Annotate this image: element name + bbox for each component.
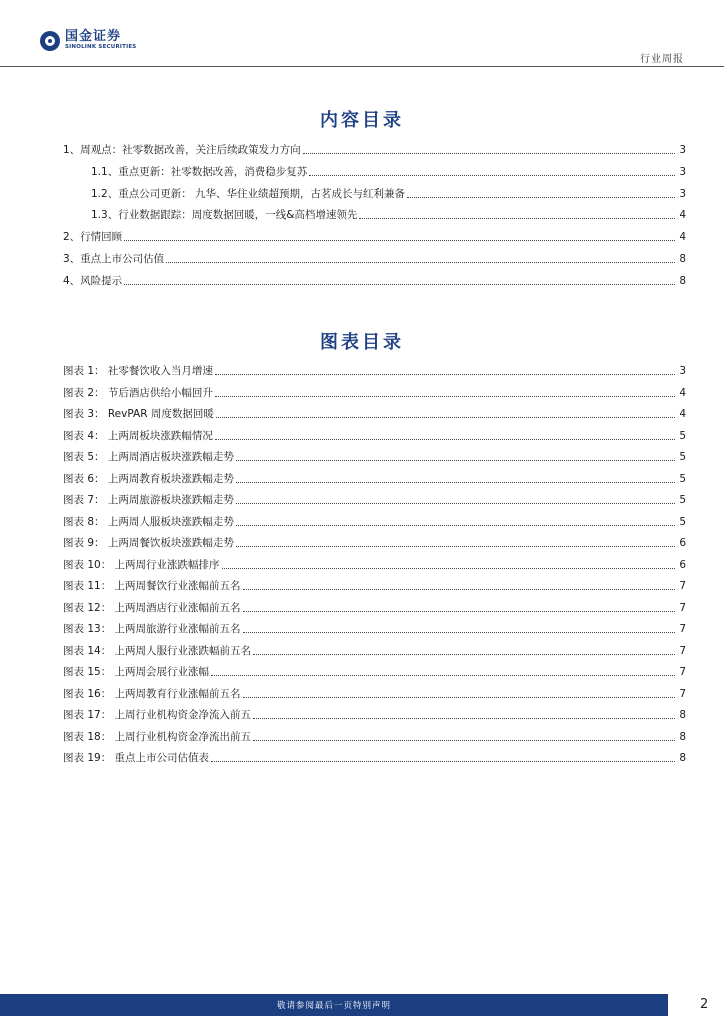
contents-entry-title: 1.2、重点公司更新： 九华、华住业绩超预期，古茗成长与红利兼备 — [91, 187, 406, 200]
figure-entry[interactable] — [63, 726, 686, 744]
contents-entry-page: 4 — [679, 209, 686, 222]
footer-notice: 敬请参阅最后一页特别声明 — [0, 994, 668, 1016]
report-type: 行业周报 — [640, 54, 684, 65]
dot-leader — [253, 740, 675, 741]
figure-entry-page: 4 — [679, 408, 686, 420]
figure-entry-title: 图表 1： 社零餐饮收入当月增速 — [63, 365, 213, 377]
dot-leader — [215, 439, 675, 440]
figure-entry[interactable] — [63, 747, 686, 765]
figure-entry-title: 图表 10： 上两周行业涨跌幅排序 — [63, 558, 220, 571]
dot-leader — [236, 503, 675, 504]
figure-entry-title: 图表 19： 重点上市公司估值表 — [63, 752, 210, 764]
figure-entry-title: 图表 11： 上两周餐饮行业涨幅前五名 — [63, 580, 241, 592]
contents-entry-page: 8 — [679, 274, 686, 287]
dot-leader — [211, 761, 675, 762]
contents-entry-page: 3 — [679, 165, 686, 178]
dot-leader — [124, 240, 675, 241]
figure-entry-page: 8 — [679, 730, 686, 743]
figure-entry-title: 图表 15： 上两周会展行业涨幅 — [63, 666, 210, 678]
contents-entry[interactable] — [91, 161, 686, 179]
figure-entry-title: 图表 4： 上两周板块涨跌幅情况 — [63, 429, 213, 442]
figure-entry-page: 7 — [679, 644, 686, 657]
dot-leader — [253, 718, 675, 719]
figure-entry[interactable] — [63, 575, 686, 593]
dot-leader — [236, 482, 675, 483]
figure-entry-title: 图表 17： 上周行业机构资金净流入前五 — [63, 709, 252, 721]
page-number: 2 — [700, 997, 709, 1012]
brand-text — [65, 30, 136, 51]
contents-entry-title: 3、重点上市公司估值 — [63, 253, 165, 265]
figure-entry[interactable] — [63, 532, 686, 550]
dot-leader — [303, 153, 675, 154]
contents-entry-page: 4 — [679, 231, 686, 244]
figure-entry-page: 5 — [679, 451, 686, 463]
figure-entry-title: 图表 16： 上两周教育行业涨幅前五名 — [63, 687, 241, 700]
contents-entry-title: 1.1、重点更新：社零数据改善，消费稳步复苏 — [91, 165, 308, 178]
dot-leader — [166, 262, 675, 263]
figure-entry-page: 7 — [679, 601, 686, 614]
dot-leader — [236, 525, 675, 526]
figure-entry-page: 5 — [679, 472, 686, 485]
contents-entry-page: 8 — [679, 253, 686, 265]
figure-entry-page: 6 — [679, 558, 686, 571]
figure-entry[interactable] — [63, 554, 686, 572]
figure-entry-title: 图表 2： 节后酒店供给小幅回升 — [63, 386, 213, 399]
figure-entry-page: 8 — [679, 752, 686, 764]
dot-leader — [236, 546, 675, 547]
brand-name-cn: 国金证券 — [65, 29, 122, 44]
figure-entry-page: 5 — [679, 515, 686, 528]
figure-entry[interactable] — [63, 382, 686, 400]
figure-entry-page: 4 — [679, 386, 686, 399]
contents-entry-title: 1、周观点：社零数据改善，关注后续政策发力方向 — [63, 144, 301, 156]
figure-entry-title: 图表 8： 上两周人服板块涨跌幅走势 — [63, 515, 234, 528]
contents-entry-title: 2、行情回顾 — [63, 231, 123, 244]
dot-leader — [243, 589, 675, 590]
contents-entry[interactable] — [63, 270, 686, 288]
figure-entry-page: 5 — [679, 494, 686, 506]
sinolink-logo-icon — [40, 31, 60, 51]
figure-entry-page: 5 — [679, 429, 686, 442]
figure-entry-page: 7 — [679, 687, 686, 700]
figure-entry-page: 6 — [679, 537, 686, 549]
figure-entry-page: 7 — [679, 580, 686, 592]
brand-name-en: SINOLINK SECURITIES — [65, 44, 137, 50]
dot-leader — [215, 374, 675, 375]
contents-entry-page: 3 — [679, 144, 686, 156]
figure-entry[interactable] — [63, 661, 686, 679]
figure-entry[interactable] — [63, 683, 686, 701]
dot-leader — [236, 460, 675, 461]
header-divider — [0, 66, 724, 67]
figure-entry[interactable] — [63, 360, 686, 378]
figures-title: 图表目录 — [320, 332, 404, 353]
figure-entry[interactable] — [63, 403, 686, 421]
dot-leader — [407, 197, 675, 198]
figure-entry-title: 图表 7： 上两周旅游板块涨跌幅走势 — [63, 494, 234, 506]
figure-entry-title: 图表 13： 上两周旅游行业涨幅前五名 — [63, 623, 241, 635]
figure-entry-page: 7 — [679, 666, 686, 678]
figure-entry[interactable] — [63, 468, 686, 486]
figure-entry-title: 图表 6： 上两周教育板块涨跌幅走势 — [63, 472, 234, 485]
dot-leader — [243, 697, 675, 698]
figure-entry-title: 图表 5： 上两周酒店板块涨跌幅走势 — [63, 451, 234, 463]
figure-entry-title: 图表 9： 上两周餐饮板块涨跌幅走势 — [63, 537, 234, 549]
contents-entry-title: 4、风险提示 — [63, 274, 123, 287]
dot-leader — [222, 568, 675, 569]
contents-entry-page: 3 — [679, 187, 686, 200]
contents-entry-title: 1.3、行业数据跟踪：周度数据回暖，一线&高档增速领先 — [91, 209, 358, 222]
contents-entry[interactable] — [63, 139, 686, 157]
brand-logo — [40, 30, 136, 51]
figure-entry-title: 图表 18： 上周行业机构资金净流出前五 — [63, 730, 252, 743]
dot-leader — [359, 218, 675, 219]
figure-entry[interactable] — [63, 446, 686, 464]
dot-leader — [211, 675, 675, 676]
contents-entry[interactable] — [63, 248, 686, 266]
figure-entry[interactable] — [63, 511, 686, 529]
figure-entry-title: 图表 3： RevPAR 周度数据回暖 — [63, 408, 214, 420]
dot-leader — [243, 632, 675, 633]
contents-entry[interactable] — [91, 183, 686, 201]
page-footer — [0, 994, 724, 1024]
figure-entry-title: 图表 14： 上两周人服行业涨跌幅前五名 — [63, 644, 252, 657]
page-header — [0, 0, 724, 70]
figure-entry[interactable] — [63, 597, 686, 615]
figure-entry[interactable] — [63, 640, 686, 658]
contents-entry[interactable] — [63, 226, 686, 244]
figure-entry-page: 8 — [679, 709, 686, 721]
figure-entry-page: 3 — [679, 365, 686, 377]
dot-leader — [216, 417, 675, 418]
figure-entry[interactable] — [63, 489, 686, 507]
figure-entry[interactable] — [63, 704, 686, 722]
dot-leader — [253, 654, 675, 655]
dot-leader — [124, 284, 675, 285]
figure-entry-page: 7 — [679, 623, 686, 635]
contents-entry[interactable] — [91, 204, 686, 222]
dot-leader — [215, 396, 675, 397]
figure-entry[interactable] — [63, 618, 686, 636]
contents-title: 内容目录 — [320, 110, 404, 131]
dot-leader — [309, 175, 675, 176]
figure-entry-title: 图表 12： 上两周酒店行业涨幅前五名 — [63, 601, 241, 614]
figure-entry[interactable] — [63, 425, 686, 443]
dot-leader — [243, 611, 675, 612]
